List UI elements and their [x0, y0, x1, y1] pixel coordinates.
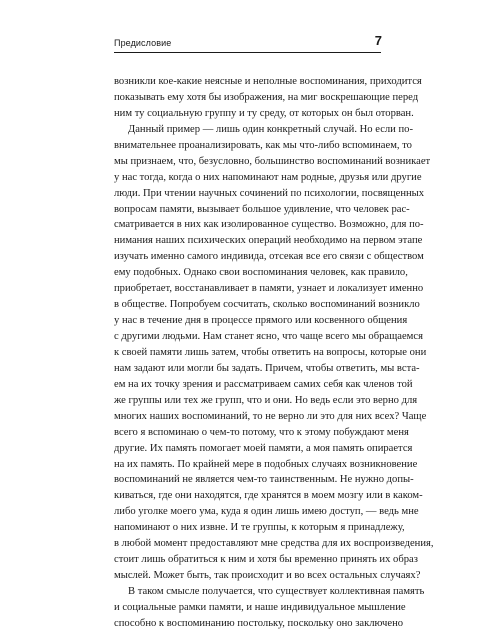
text-line: у нас тогда, когда о них напоминают нам родные, друзья или другие: [114, 171, 422, 183]
text-line: напоминают о них извне. И те группы, к которым я принадлежу,: [114, 522, 405, 534]
paragraph: [114, 584, 425, 632]
text-line: с другими людьми. Нам станет ясно, что чаще всего мы обращаемся: [114, 331, 423, 342]
body-text: [114, 74, 434, 632]
text-line: люди. При чтении научных сочинений по психологии, посвященных: [114, 187, 425, 199]
page-number: 7: [374, 33, 382, 48]
text-line: ему подобных. Однако свои воспоминания человек, как правило,: [114, 267, 408, 279]
text-line: сматривается в них как изолированное существо. Возможно, для по-: [114, 219, 424, 231]
text-line: же группы или тех же групп, что и они. Но ведь если это верно для: [114, 394, 418, 406]
text-line: в любой момент предоставляют мне средства для их воспроизведения,: [114, 538, 434, 550]
text-line: нам задают или могли бы задать. Причем, чтобы ответить, мы вста-: [114, 362, 420, 374]
text-line: изучать именно самого индивида, отсекая все его связи с обществом: [114, 251, 424, 263]
text-line: на их память. По крайней мере в подобных случаях возникновение: [114, 458, 418, 470]
text-line: способно к воспоминанию постольку, поскольку оно заключено: [114, 617, 404, 629]
paragraph: [114, 122, 434, 584]
text-line: и социальные рамки памяти, и наше индивидуальное мышление: [114, 601, 406, 613]
text-line: показывать ему хотя бы изображения, на миг воскрешающие перед: [114, 91, 419, 103]
text-line: мыслей. Может быть, так происходит и во всех остальных случаях?: [114, 570, 421, 582]
text-line: вопросам памяти, вызывает большое удивление, что человек рас-: [114, 203, 410, 215]
text-line: стоит лишь обратиться к ним и хотя бы временно принять их образ: [114, 554, 418, 566]
text-line: ем на их точку зрения и рассматриваем самих себя как членов той: [114, 378, 413, 390]
text-line: другие. Их память помогает моей памяти, а моя память опирается: [114, 442, 413, 454]
text-line: возникли кое-какие неясные и неполные воспоминания, приходится: [114, 76, 422, 87]
text-line: либо уголке моего ума, куда я один лишь имею доступ, — ведь мне: [114, 506, 419, 518]
text-line: всего я вспоминаю о чем-то потому, что к этому побуждают меня: [114, 426, 409, 438]
text-line: в обществе. Попробуем сосчитать, сколько воспоминаний возникло: [114, 299, 420, 311]
text-line: у нас в течение дня в процессе прямого или косвенного общения: [114, 315, 408, 327]
text-line: воспоминаний не является чем-то таинственным. Не нужно допы-: [114, 474, 414, 486]
text-line: мы признаем, что, безусловно, большинство воспоминаний возникает: [114, 155, 431, 167]
paragraph: [114, 74, 422, 122]
text-line: киваться, где они находятся, где хранятся в моем мозгу или в каком-: [114, 490, 423, 502]
running-title: Предисловие: [114, 38, 172, 48]
header-rule: [114, 52, 381, 53]
text-line: многих наших воспоминаний, то не верно ли это для них всех? Чаще: [114, 410, 427, 422]
text-line: внимательнее проанализировать, как мы что-либо вспоминаем, то: [114, 139, 412, 151]
text-line: В таком смысле получается, что существует коллективная память: [128, 586, 425, 597]
text-line: нимания наших психических операций необходимо на первом этапе: [114, 235, 423, 247]
text-line: к своей памяти лишь затем, чтобы ответить на вопросы, которые они: [114, 346, 427, 358]
text-line: ним ту социальную группу и ту среду, от которых он был оторван.: [114, 107, 414, 119]
text-line: Данный пример — лишь один конкретный случай. Но если по-: [128, 123, 413, 135]
text-line: приобретает, восстанавливает в памяти, узнает и локализует именно: [114, 283, 424, 295]
